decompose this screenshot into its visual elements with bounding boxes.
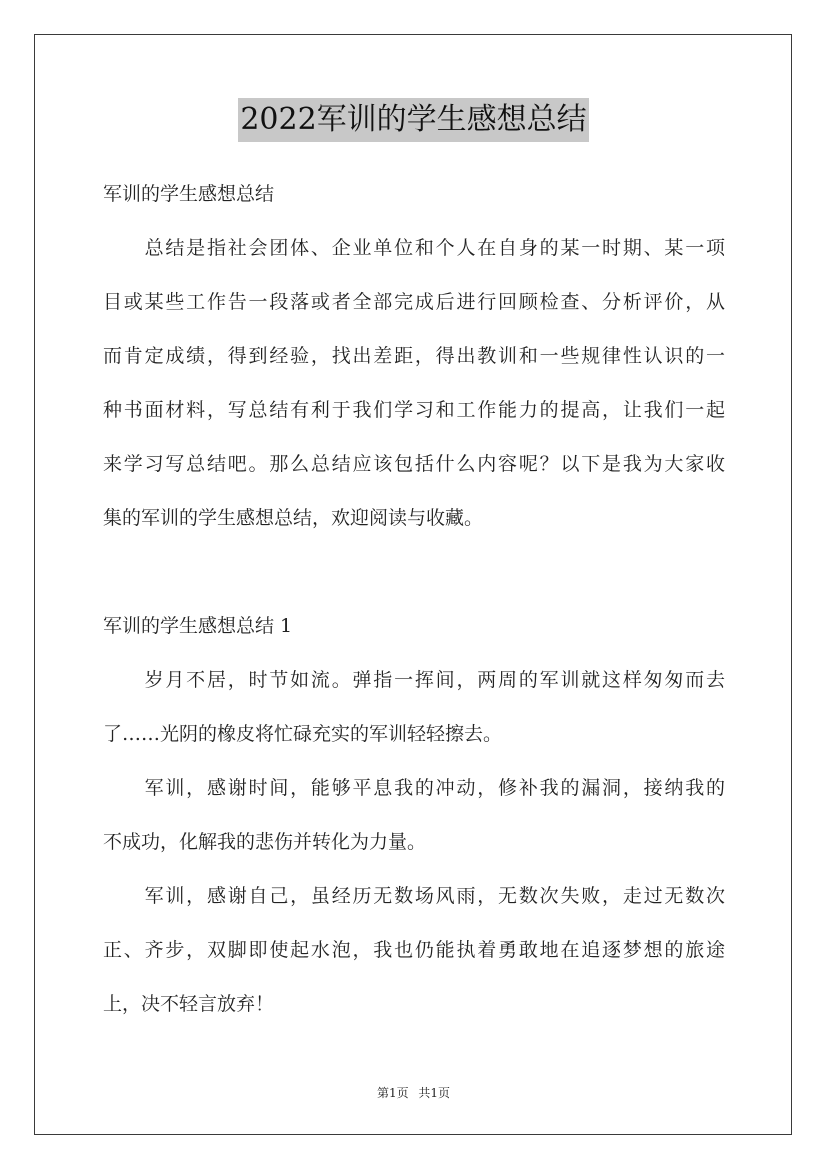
paragraph-line: 了……光阴的橡皮将忙碌充实的军训轻轻擦去。 (103, 723, 503, 745)
intro-heading: 军训的学生感想总结 (103, 183, 275, 205)
page-total: 共1页 (418, 1086, 451, 1100)
section-heading: 军训的学生感想总结 1 (103, 615, 293, 637)
document-title (0, 98, 827, 142)
intro-line: 总结是指社会团体、企业单位和个人在自身的某一时期、某一项 (103, 237, 725, 259)
paragraph-line: 军训，感谢自己，虽经历无数场风雨，无数次失败，走过无数次 (103, 885, 725, 907)
intro-line: 集的军训的学生感想总结，欢迎阅读与收藏。 (103, 507, 484, 529)
paragraph-line: 不成功，化解我的悲伤并转化为力量。 (103, 831, 427, 853)
intro-line: 而肯定成绩，得到经验，找出差距，得出教训和一些规律性认识的一 (103, 345, 725, 367)
paragraph-line: 军训，感谢时间，能够平息我的冲动，修补我的漏洞，接纳我的 (103, 777, 725, 799)
document-title-text: 2022军训的学生感想总结 (238, 98, 588, 142)
intro-line: 来学习写总结吧。那么总结应该包括什么内容呢？以下是我为大家收 (103, 453, 725, 475)
paragraph-line: 正、齐步，双脚即使起水泡，我也仍能执着勇敢地在追逐梦想的旅途 (103, 939, 725, 961)
intro-line: 目或某些工作告一段落或者全部完成后进行回顾检查、分析评价，从 (103, 291, 725, 313)
paragraph-line: 岁月不居，时节如流。弹指一挥间，两周的军训就这样匆匆而去 (103, 669, 725, 691)
page-number: 第1页 (376, 1086, 409, 1100)
page-footer (0, 1084, 827, 1101)
intro-line: 种书面材料，写总结有利于我们学习和工作能力的提高，让我们一起 (103, 399, 725, 421)
paragraph-line: 上，决不轻言放弃！ (103, 993, 275, 1015)
